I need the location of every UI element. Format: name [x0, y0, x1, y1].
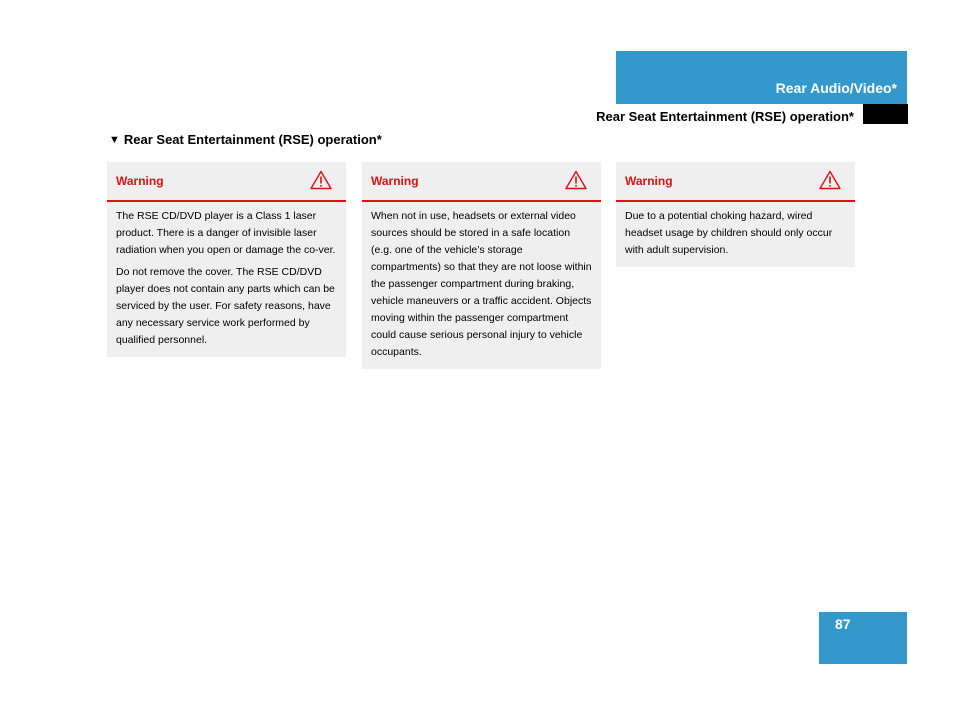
subsection-title: Rear Seat Entertainment (RSE) operation*	[123, 132, 382, 147]
page-number: 87	[835, 616, 851, 632]
warning-triangle-icon	[819, 170, 841, 190]
warning-label: Warning	[625, 174, 673, 188]
warning-triangle-icon	[310, 170, 332, 190]
warning-box-headsets	[362, 162, 601, 369]
warning-body	[362, 202, 601, 369]
warning-box-choking	[616, 162, 855, 267]
warning-box-laser	[107, 162, 346, 357]
warning-label: Warning	[116, 174, 164, 188]
section-title: Rear Seat Entertainment (RSE) operation*	[596, 109, 854, 124]
warning-header	[362, 162, 601, 202]
warning-header	[616, 162, 855, 202]
warning-header	[107, 162, 346, 202]
warning-body	[616, 202, 855, 267]
chapter-title: Rear Audio/Video*	[775, 80, 897, 96]
warning-label: Warning	[371, 174, 419, 188]
warning-paragraph: Do not remove the cover. The RSE CD/DVD player does not contain any parts which can be serviced by the user. For safety reasons, have any necessary service work performed by qualified personnel.	[116, 266, 335, 346]
warning-paragraph: The RSE CD/DVD player is a Class 1 laser product. There is a danger of invisible laser radiation when you open or damage the co-ver.	[116, 210, 336, 256]
warning-paragraph: When not in use, headsets or external video sources should be stored in a safe location (e.g. one of the vehicle’s storage compartments) so that they are not loose within the passenger compartment during braking, vehicle maneuvers or a traffic accident. Objects moving within the passenger compartment could cause serious personal injury to vehicle occupants.	[371, 210, 592, 358]
triangle-down-icon: ▼	[109, 133, 120, 146]
subsection-heading	[109, 132, 382, 147]
page-number-tab	[819, 612, 907, 664]
warning-body	[107, 202, 346, 357]
chapter-tab	[616, 51, 907, 104]
warning-triangle-icon	[565, 170, 587, 190]
warning-paragraph: Due to a potential choking hazard, wired headset usage by children should only occur with adult supervision.	[625, 210, 833, 256]
section-marker	[863, 104, 908, 124]
